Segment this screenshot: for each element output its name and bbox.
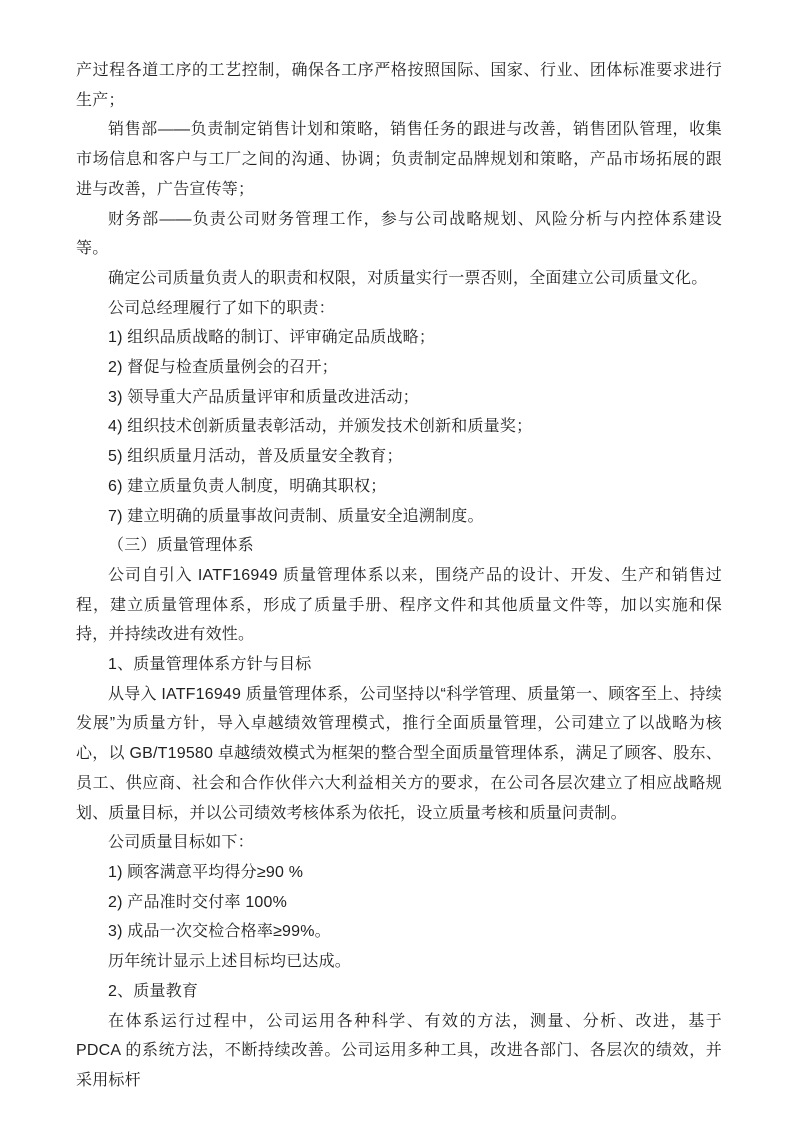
paragraph-iatf-intro: 公司自引入 IATF16949 质量管理体系以来，围绕产品的设计、开发、生产和销售过程，建立质量管理体系，形成了质量手册、程序文件和其他质量文件等，加以实施和保持，并持续改进有效性。 [76,566,722,644]
heading-subsection-2: 2、质量教育 [108,982,199,1000]
list-item-goal-2: 2) 产品准时交付率 100% [108,893,288,911]
list-item-duty-7: 7) 建立明确的质量事故问责制、质量安全追溯制度。 [108,507,484,525]
paragraph-quality-policy: 从导入 IATF16949 质量管理体系，公司坚持以“科学管理、质量第一、顾客至上、持续发展”为质量方针，导入卓越绩效管理模式，推行全面质量管理，公司建立了以战略为核心，以 GB/T19580 卓越绩效模式为框架的整合型全面质量管理体系，满足了顾客、股东、员工、供应商、社会和合作伙伴六大利益相关方的要求，在公司各层次建立了相应战略规划、质量目标，并以公司绩效考核体系为依托，设立质量考核和质量问责制。 [76,685,722,822]
list-item-goal-1: 1) 顾客满意平均得分≥90 % [108,863,304,881]
paragraph-gm-duties-intro: 公司总经理履行了如下的职责： [108,299,335,317]
paragraph-goals-intro: 公司质量目标如下： [108,834,254,852]
paragraph-quality-education: 在体系运行过程中，公司运用各种科学、有效的方法，测量、分析、改进，基于 PDCA 的系统方法，不断持续改善。公司运用多种工具，改进各部门、各层次的绩效，并采用标杆 [76,1012,722,1089]
list-item-duty-4: 4) 组织技术创新质量表彰活动，并颁发技术创新和质量奖； [108,418,533,436]
list-item-duty-1: 1) 组织品质战略的制订、评审确定品质战略； [108,329,436,347]
paragraph-continuation: 产过程各道工序的工艺控制，确保各工序严格按照国际、国家、行业、团体标准要求进行生产； [76,62,722,109]
paragraph-quality-lead: 确定公司质量负责人的职责和权限，对质量实行一票否则，全面建立公司质量文化。 [108,269,708,287]
list-item-duty-3: 3) 领导重大产品质量评审和质量改进活动； [108,388,419,406]
document-body [76,56,722,1096]
list-item-goal-3: 3) 成品一次交检合格率≥99%。 [108,923,331,941]
heading-subsection-1: 1、质量管理体系方针与目标 [108,656,312,674]
paragraph-finance-dept: 财务部——负责公司财务管理工作，参与公司战略规划、风险分析与内控体系建设等。 [76,210,722,258]
heading-section-3: （三）质量管理体系 [108,537,254,555]
paragraph-goals-achieved: 历年统计显示上述目标均已达成。 [108,953,352,971]
paragraph-sales-dept: 销售部——负责制定销售计划和策略，销售任务的跟进与改善，销售团队管理，收集市场信息和客户与工厂之间的沟通、协调；负责制定品牌规划和策略，产品市场拓展的跟进与改善，广告宣传等； [76,121,722,198]
list-item-duty-5: 5) 组织质量月活动，普及质量安全教育； [108,448,403,466]
list-item-duty-6: 6) 建立质量负责人制度，明确其职权； [108,477,387,495]
list-item-duty-2: 2) 督促与检查质量例会的召开； [108,359,338,377]
